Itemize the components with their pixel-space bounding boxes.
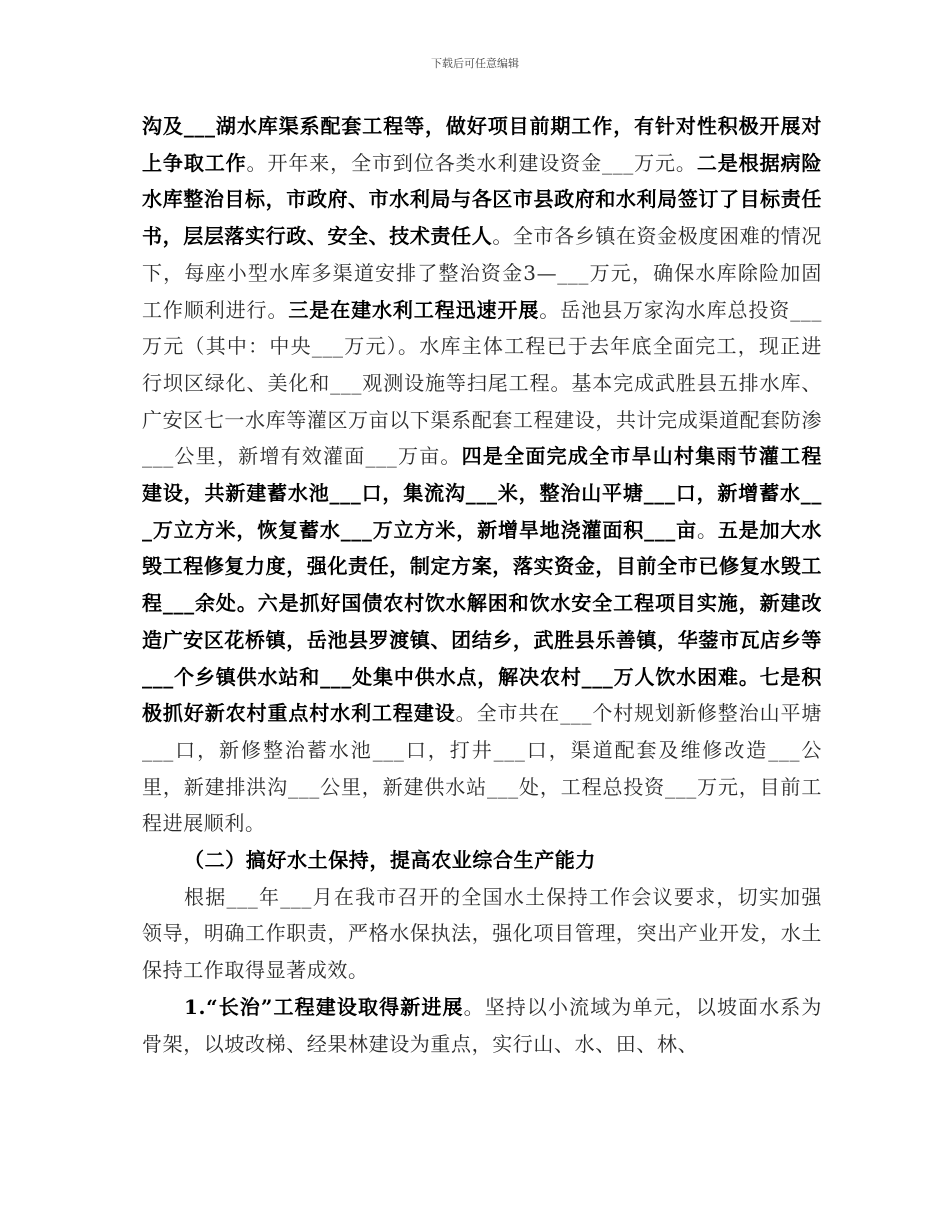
page-header-note: 下载后可任意编辑 bbox=[431, 57, 519, 70]
document-body bbox=[142, 108, 822, 1062]
bold-text: 四是全面完成全市旱山村集雨节灌工程建设，共新建蓄水池___口，集流沟___米，整治山平塘___口，新增蓄水___万立方米，恢复蓄水___万立方米，新增旱地浇灌面积___亩 bbox=[142, 444, 822, 542]
body-text: 。 bbox=[697, 517, 718, 542]
paragraph-water-projects bbox=[142, 108, 822, 842]
bold-text: 三是在建水利工程迅速开展 bbox=[288, 297, 540, 322]
body-text: 。全市共在___个村规划新修整治山平塘___口，新修整治蓄水池___口，打井___口，渠道配套及维修改造___公里，新建排洪沟___公里，新建供水站___处，工程总投资___万元，目前工程进展顺利。 bbox=[142, 701, 823, 836]
section-heading: （二）搞好水土保持，提高农业综合生产能力 bbox=[184, 848, 596, 873]
bold-text: 沟及___湖水库渠系配套工程等，做好项目前期工作，有针对性积极开展对上争取工作 bbox=[142, 114, 822, 175]
body-text: 。全市各乡镇在资金极度困难的情况下，每座小型水库多渠道安排了整治资金3—___万元，确保水库除险加固工作顺利进行。 bbox=[142, 224, 822, 322]
bold-text: 1.“长治”工程建设取得新进展 bbox=[184, 994, 464, 1019]
paragraph-changzhi bbox=[142, 989, 822, 1062]
body-text: 。坚持以小流域为单元，以坡面水系为骨架，以坡改梯、经果林建设为重点，实行山、水、田、林、 bbox=[142, 994, 823, 1056]
paragraph-soil-conservation: 根据___年___月在我市召开的全国水土保持工作会议要求，切实加强领导，明确工作职责，严格水保执法，强化项目管理，突出产业开发，水土保持工作取得显著成效。 bbox=[142, 884, 822, 983]
body-text: 。岳池县万家沟水库总投资___万元（其中：中央___万元）。水库主体工程已于去年底全面完工，现正进行坝区绿化、美化和___观测设施等扫尾工程。基本完成武胜县五排水库、广安区七一水库等灌区万亩以下渠系配套工程建设，共计完成渠道配套防渗___公里，新增有效灌面___万亩。 bbox=[142, 297, 823, 469]
bold-text: 二是根据病险水库整治目标，市政府、市水利局与各区市县政府和水利局签订了目标责任书，层层落实行政、安全、技术责任人 bbox=[142, 150, 822, 249]
bold-text: 五是加大水毁工程修复力度，强化责任，制定方案，落实资金，目前全市已修复水毁工程___余处。六是抓好国债农村饮水解困和饮水安全工程项目实施，新建改造广安区花桥镇，岳池县罗渡镇、团结乡，武胜县乐善镇，华蓥市瓦店乡等___个乡镇供水站和___处集中供水点，解决农村___万人饮水困难。七是积极抓好新农村重点村水利工程建设 bbox=[142, 517, 823, 726]
body-text: 。开年来，全市到位各类水利建设资金___万元。 bbox=[246, 150, 697, 175]
